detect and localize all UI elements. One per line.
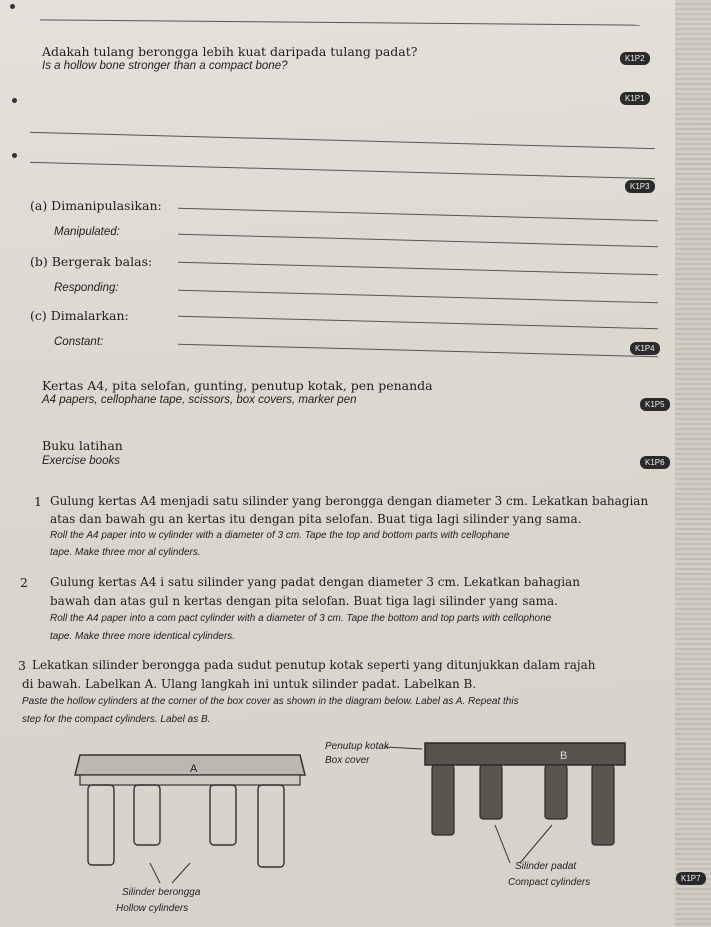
answer-line xyxy=(178,234,658,248)
var-responding-malay: (b) Bergerak balas: xyxy=(30,254,153,269)
badge: K1P2 xyxy=(620,52,650,65)
page-edge xyxy=(675,0,711,927)
step-1-malay-2: atas dan bawah gu an kertas itu dengan pita selofan. Buat tiga lagi silinder yang sama. xyxy=(50,512,582,526)
hollow-cylinders xyxy=(88,785,284,867)
step-3-english-2: step for the compact cylinders. Label as B. xyxy=(22,714,211,725)
badge: K1P5 xyxy=(640,398,670,411)
hollow-label-malay: Silinder berongga xyxy=(122,887,201,898)
margin-dot xyxy=(12,153,17,158)
leader-line xyxy=(495,825,510,863)
compact-label-malay: Silinder padat xyxy=(515,861,577,872)
answer-line xyxy=(178,290,658,304)
materials-malay: Kertas A4, pita selofan, gunting, penutup kotak, pen penanda xyxy=(42,378,433,393)
answer-line xyxy=(178,344,658,358)
var-responding-english: Responding: xyxy=(54,282,119,294)
leader-line xyxy=(520,825,552,863)
step-3-malay-1: Lekatkan silinder berongga pada sudut penutup kotak seperti yang ditunjukkan dalam rajah xyxy=(32,658,596,672)
compact-cylinders xyxy=(432,765,614,845)
step-number: 3 xyxy=(18,658,26,673)
step-2-english-2: tape. Make three more identical cylinders. xyxy=(50,631,236,642)
box-cover-label-malay: Penutup kotak xyxy=(325,741,389,752)
question-english: Is a hollow bone stronger than a compact bone? xyxy=(42,60,288,72)
step-1-malay-1: Gulung kertas A4 menjadi satu silinder yang berongga dengan diameter 3 cm. Lekatkan bahagian xyxy=(50,494,649,508)
materials-english: A4 papers, cellophane tape, scissors, box covers, marker pen xyxy=(42,394,357,406)
leader-line xyxy=(150,863,160,883)
badge: K1P6 xyxy=(640,456,670,469)
step-number: 1 xyxy=(34,494,42,509)
step-3-english-1: Paste the hollow cylinders at the corner of the box cover as shown in the diagram below. Label as A. Repeat this xyxy=(22,696,519,707)
step-2-malay-2: bawah dan atas gul n kertas dengan pita selofan. Buat tiga lagi silinder yang sama. xyxy=(50,594,558,608)
box-cover-label-english: Box cover xyxy=(325,755,370,766)
leader-line xyxy=(385,747,422,749)
exercise-english: Exercise books xyxy=(42,455,120,467)
var-manipulated-malay: (a) Dimanipulasikan: xyxy=(30,198,162,213)
step-2-malay-1: Gulung kertas A4 i satu silinder yang padat dengan diameter 3 cm. Lekatkan bahagian xyxy=(50,575,580,589)
leader-line xyxy=(172,863,190,883)
rule-line xyxy=(40,19,640,25)
badge: K1P3 xyxy=(625,180,655,193)
var-constant-english: Constant: xyxy=(54,336,104,348)
answer-line xyxy=(178,262,658,276)
step-number: 2 xyxy=(20,575,28,590)
step-2-english-1: Roll the A4 paper into a com pact cylinder with a diameter of 3 cm. Tape the bottom and top parts with cellophone xyxy=(50,613,552,624)
hollow-label-english: Hollow cylinders xyxy=(116,903,189,914)
badge: K1P7 xyxy=(676,872,706,885)
step-3-malay-2: di bawah. Labelkan A. Ulang langkah ini untuk silinder padat. Labelkan B. xyxy=(22,677,477,691)
step-1-english-2: tape. Make three mor al cylinders. xyxy=(50,547,201,558)
question-malay: Adakah tulang berongga lebih kuat daripada tulang padat? xyxy=(42,44,418,59)
badge: K1P1 xyxy=(620,92,650,105)
margin-dot xyxy=(10,4,15,9)
answer-line xyxy=(30,132,655,149)
answer-line xyxy=(178,316,658,330)
cylinder-diagram xyxy=(40,735,650,925)
step-1-english-1: Roll the A4 paper into w cylinder with a diameter of 3 cm. Tape the top and bottom parts with cellophane xyxy=(50,530,510,541)
var-manipulated-english: Manipulated: xyxy=(54,226,120,238)
compact-label-english: Compact cylinders xyxy=(508,877,591,888)
answer-line xyxy=(178,208,658,222)
margin-dot xyxy=(12,98,17,103)
label-b: B xyxy=(560,750,568,762)
exercise-malay: Buku latihan xyxy=(42,438,123,453)
label-a: A xyxy=(190,763,198,775)
box-cover-b xyxy=(425,743,625,765)
var-constant-malay: (c) Dimalarkan: xyxy=(30,308,129,323)
answer-line xyxy=(30,162,655,179)
badge: K1P4 xyxy=(630,342,660,355)
